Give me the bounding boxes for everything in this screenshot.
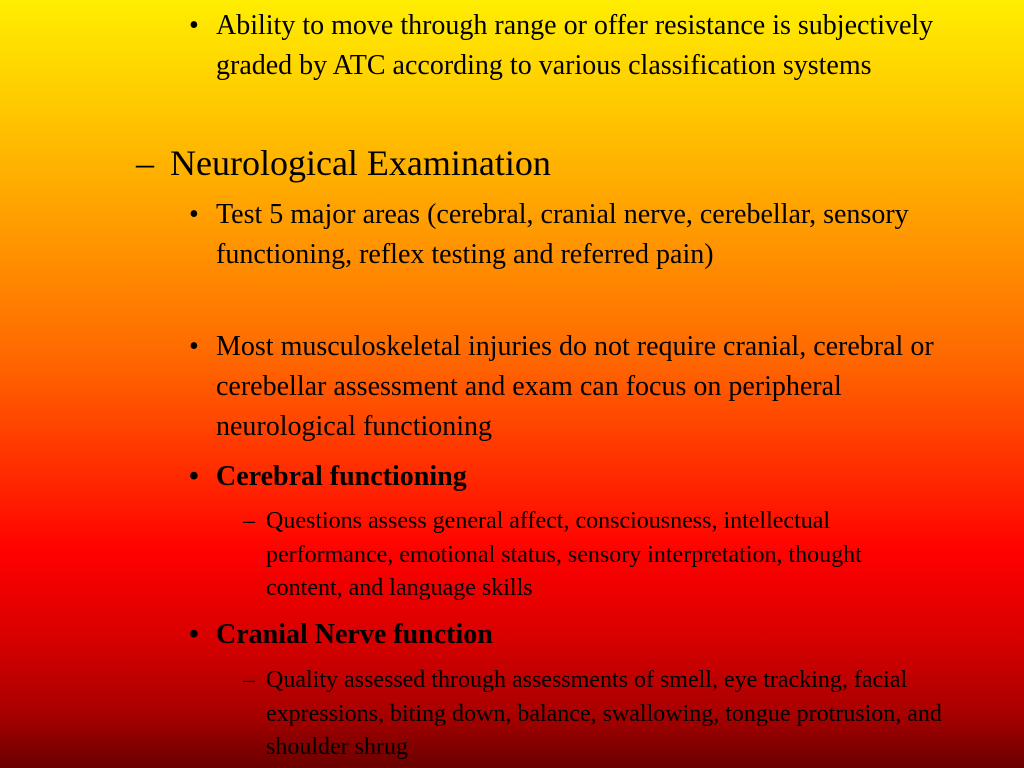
bullet-text: Ability to move through range or offer resistance is subjectively graded by ATC according to various classification systems [216, 10, 934, 81]
bullet-range-of-motion [189, 6, 949, 86]
bullet-marker: • [189, 461, 199, 492]
bullet-marker: • [189, 10, 199, 41]
bullet-marker: • [189, 199, 199, 230]
heading-text: Neurological Examination [170, 143, 551, 183]
subbullet-text: Quality assessed through assessments of smell, eye tracking, facial expressions, biting down, balance, swallowing, tongue protrusion, and shoulder shrug [266, 667, 942, 761]
bullet-text: Cerebral functioning [216, 461, 467, 492]
bullet-text: Cranial Nerve function [216, 619, 493, 650]
subbullet-cranial-quality [243, 664, 943, 765]
bullet-test-five-areas [189, 195, 949, 275]
bullet-cerebral-functioning [189, 457, 949, 497]
subbullet-text: Questions assess general affect, consciousness, intellectual performance, emotional status, sensory interpretation, thought content, and language skills [266, 508, 862, 602]
dash-marker: – [243, 667, 255, 693]
bullet-marker: • [189, 619, 199, 650]
bullet-cranial-nerve-function [189, 615, 949, 655]
bullet-text: Test 5 major areas (cerebral, cranial nerve, cerebellar, sensory functioning, reflex testing and referred pain) [216, 199, 909, 270]
heading-neurological-examination [136, 139, 956, 188]
bullet-musculoskeletal-injuries [189, 327, 949, 446]
bullet-marker: • [189, 331, 199, 362]
dash-marker: – [136, 143, 154, 183]
bullet-text: Most musculoskeletal injuries do not require cranial, cerebral or cerebellar assessment and exam can focus on peripheral neurological functioning [216, 331, 934, 442]
dash-marker: – [243, 508, 255, 534]
subbullet-cerebral-questions [243, 505, 943, 606]
